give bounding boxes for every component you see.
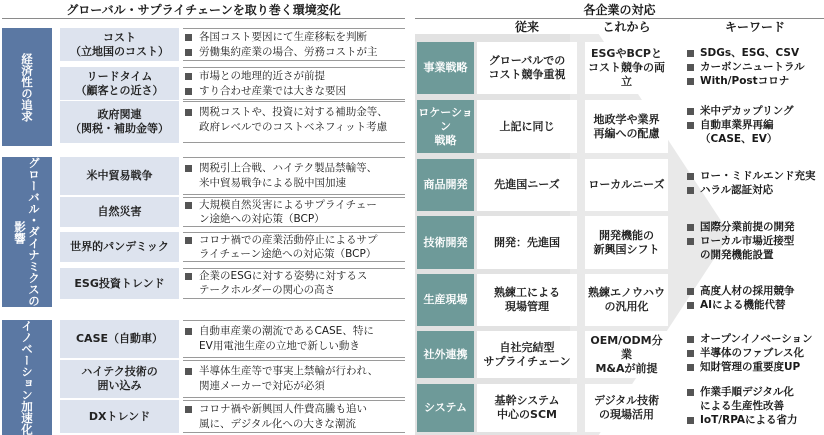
desc-bullet: 関税コストや、投資に対する補助金等、 (183, 106, 405, 119)
desc-bullet: 労働集約産業の場合、労務コストが主 (183, 46, 405, 59)
factor-desc-dx (183, 400, 405, 433)
future-production-site: 熟練エノウハウ の汎用化 (585, 274, 668, 326)
desc-continuation: 関連メーカーで対応が必須 (199, 380, 325, 392)
right-title-divider (415, 18, 824, 19)
factor-desc-case (183, 320, 405, 358)
desc-bullet: 企業のESGに対する姿勢に対するス (183, 270, 405, 283)
keywords-product-development (686, 170, 824, 200)
desc-bullet: 自動車産業の潮流であるCASE、特に (183, 325, 405, 338)
category-title: グローバル・ダイナミクスの影響 (13, 157, 41, 307)
factor-label-hightech-enclosure: ハイテク技術の 囲い込み (60, 360, 179, 398)
keyword-bullet: 自動車業界再編 (686, 119, 824, 132)
factor-label-case: CASE（自動車） (60, 320, 179, 358)
keyword-bullet: With/Postコロナ (686, 75, 824, 88)
factor-label-lead-time: リードタイム （顧客との近さ） (60, 67, 179, 100)
category-global-dynamics (2, 157, 52, 307)
desc-continuation: EV用電池生産の立地で新しい動き (199, 340, 360, 352)
keyword-bullet: 作業手順デジタル化 (686, 386, 824, 399)
factor-desc-natural-disaster (183, 197, 405, 227)
keyword-bullet: SDGs、ESG、CSV (686, 47, 824, 60)
keyword-bullet: カーボンニュートラル (686, 61, 824, 74)
aspect-business-strategy: 事業戦略 (417, 42, 474, 94)
desc-continuation: 風に、デジタル化への大きな潮流 (199, 418, 356, 430)
category-economic-efficiency (2, 28, 52, 146)
desc-bullet: コロナ禍での産業活動停止によるサプ (183, 234, 405, 247)
future-business-strategy: ESGやBCPと コスト競争の両立 (585, 42, 668, 94)
desc-continuation: 政府レベルでのコストベネフィット考慮 (199, 121, 388, 133)
column-header-keyword: キーワード (724, 20, 785, 34)
keyword-bullet: 知財管理の重要度UP (686, 361, 824, 374)
future-technology-development: 開発機能の 新興国シフト (585, 216, 668, 269)
factor-label-government: 政府関連 （関税・補助金等） (60, 101, 179, 143)
factor-desc-us-china (183, 157, 405, 195)
factor-desc-hightech (183, 360, 405, 398)
current-system: 基幹システム 中心のSCM (477, 384, 577, 432)
aspect-system: システム (417, 384, 474, 432)
keyword-bullet: ローカル市場近接型 (686, 235, 824, 248)
future-external-collaboration: OEM/ODM分業 M&Aが前提 (585, 331, 668, 378)
factor-desc-cost (183, 28, 405, 61)
factor-label-natural-disaster: 自然災害 (60, 197, 179, 227)
current-technology-development: 開発：先進国 (477, 216, 577, 269)
desc-continuation: ライチェーン途絶への対応策（BCP） (199, 248, 377, 260)
keywords-technology-development (686, 221, 824, 263)
desc-bullet: 大規模自然災害によるサプライチェー (183, 199, 405, 212)
keyword-continuation: （CASE、EV） (700, 133, 778, 145)
left-title-divider (2, 18, 405, 19)
desc-bullet: 各国コスト要因にて生産移転を判断 (183, 31, 405, 44)
keyword-bullet: AIによる機能代替 (686, 299, 824, 312)
keyword-bullet: 半導体のファブレス化 (686, 347, 824, 360)
keyword-bullet: オープンイノベーション (686, 333, 824, 346)
aspect-location-strategy: ロケーション 戦略 (417, 100, 474, 153)
column-header-future: これから (602, 20, 651, 34)
desc-bullet: すり合わせ産業では大きな要因 (183, 85, 405, 98)
factor-desc-lead-time (183, 67, 405, 100)
left-section-title: グローバル・サプライチェーンを取り巻く環境変化 (66, 3, 341, 17)
desc-bullet: 半導体生産等で事実上禁輸が行われ、 (183, 365, 405, 378)
future-location-strategy: 地政学や業界 再編への配慮 (585, 100, 668, 153)
aspect-technology-development: 技術開発 (417, 216, 474, 269)
keywords-external-collaboration (686, 333, 824, 375)
keyword-bullet: IoT/RPAによる省力 (686, 414, 824, 427)
keywords-business-strategy (686, 47, 824, 89)
current-location-strategy: 上記に同じ (477, 100, 577, 153)
desc-continuation: 米中貿易戦争による脱中国加速 (199, 177, 346, 189)
aspect-external-collaboration: 社外連携 (417, 331, 474, 378)
current-external-collaboration: 自社完結型 サプライチェーン (477, 331, 577, 378)
factor-desc-pandemic (183, 232, 405, 262)
keywords-production-site (686, 285, 824, 315)
desc-bullet: 関税引上合戦、ハイテク製品禁輸等、 (183, 162, 405, 175)
category-title: イノベーション加速化 (20, 320, 34, 435)
keyword-bullet: 高度人材の採用競争 (686, 285, 824, 298)
factor-desc-esg (183, 268, 405, 299)
keyword-continuation: の開発機能設置 (700, 249, 774, 261)
right-section-title: 各企業の対応 (583, 3, 656, 17)
keywords-system (686, 386, 824, 428)
desc-continuation: テークホルダーの関心の高さ (199, 284, 336, 296)
aspect-product-development: 商品開発 (417, 159, 474, 211)
category-title: 経済性の追求 (20, 52, 34, 122)
future-system: デジタル技術 の現場活用 (585, 384, 668, 432)
future-product-development: ローカルニーズ (585, 159, 668, 211)
factor-label-cost: コスト （立地国のコスト） (60, 28, 179, 61)
factor-label-us-china-trade-war: 米中貿易戦争 (60, 157, 179, 195)
current-business-strategy: グローバルでの コスト競争重視 (477, 42, 577, 94)
keyword-bullet: ロー・ミドルエンド充実 (686, 170, 824, 183)
factor-label-esg-trend: ESG投資トレンド (60, 268, 179, 299)
aspect-production-site: 生産現場 (417, 274, 474, 326)
desc-bullet: コロナ禍や新興国人件費高騰も追い (183, 403, 405, 416)
factor-label-pandemic: 世界的パンデミック (60, 232, 179, 262)
factor-label-dx-trend: DXトレンド (60, 400, 179, 433)
keywords-location-strategy (686, 105, 824, 147)
category-innovation (2, 320, 52, 435)
factor-desc-government (183, 101, 405, 143)
current-product-development: 先進国ニーズ (477, 159, 577, 211)
desc-bullet: 市場との地理的近さが前提 (183, 70, 405, 83)
keyword-bullet: 米中デカップリング (686, 105, 824, 118)
keyword-bullet: 国際分業前提の開発 (686, 221, 824, 234)
keyword-continuation: による生産性改善 (700, 400, 784, 412)
current-production-site: 熟練工による 現場管理 (477, 274, 577, 326)
desc-continuation: ン途絶への対応策（BCP） (199, 213, 325, 225)
column-header-current: 従来 (514, 20, 539, 34)
keyword-bullet: ハラル認証対応 (686, 184, 824, 197)
